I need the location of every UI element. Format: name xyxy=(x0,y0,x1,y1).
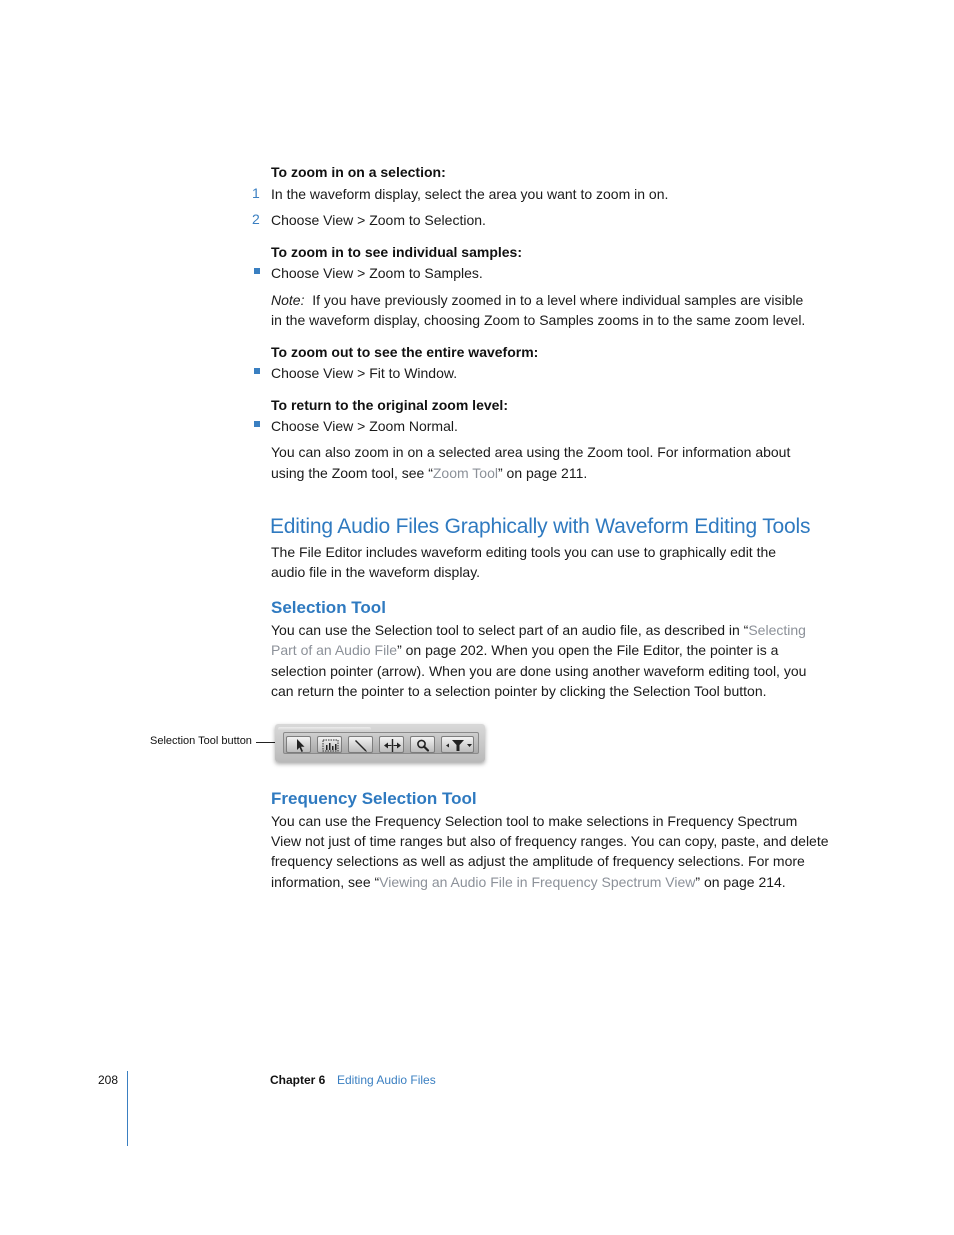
filter-dropdown-button[interactable] xyxy=(441,736,474,753)
paragraph-line xyxy=(271,463,587,484)
paragraph-line: You can use the Frequency Selection tool to make selections in Frequency Spectrum xyxy=(271,813,798,829)
figure-caption: Selection Tool button xyxy=(150,735,252,747)
footer-chapter-title: Editing Audio Files xyxy=(337,1073,436,1087)
note-label: Note: xyxy=(271,292,305,308)
step-text: Choose View > Zoom to Selection. xyxy=(271,212,486,228)
page-number: 208 xyxy=(98,1073,119,1087)
bullet-text: Choose View > Zoom to Samples. xyxy=(271,265,483,281)
paragraph-line xyxy=(271,620,806,641)
subsection-heading-selection-tool: Selection Tool xyxy=(271,598,386,617)
selecting-link[interactable]: Selecting xyxy=(748,622,806,638)
selection-tool-button[interactable] xyxy=(286,736,311,753)
paragraph-line xyxy=(271,872,786,893)
frequency-spectrum-view-link[interactable]: Viewing an Audio File in Frequency Spectrum View xyxy=(379,874,696,890)
footer-chapter: Chapter 6 xyxy=(270,1073,326,1087)
text-run: information, see “ xyxy=(271,874,380,890)
pencil-tool-button[interactable] xyxy=(348,736,373,753)
text-run: ” on page 211. xyxy=(497,465,588,481)
bullet-marker xyxy=(254,268,260,274)
footer-divider xyxy=(127,1071,128,1146)
paragraph-line: frequency selections as well as adjust the amplitude of frequency selections. For more xyxy=(271,853,805,869)
step-number: 1 xyxy=(252,185,260,201)
bullet-marker xyxy=(254,368,260,374)
text-run: using the Zoom tool, see “ xyxy=(271,465,433,481)
paragraph-line xyxy=(271,640,778,661)
paragraph-line: audio file in the waveform display. xyxy=(271,564,481,580)
paragraph-line: View not just of time ranges but also of frequency ranges. You can copy, paste, and delete xyxy=(271,833,829,849)
text-run: You can use the Selection tool to select part of an audio file, as described in “ xyxy=(271,622,749,638)
step-number: 2 xyxy=(252,211,260,227)
frequency-selection-tool-button[interactable] xyxy=(317,736,342,753)
zoom-tool-link[interactable]: Zoom Tool xyxy=(432,465,498,481)
bullet-marker xyxy=(254,421,260,427)
text-run: ” on page 202. When you open the File Editor, the pointer is a xyxy=(397,642,779,658)
paragraph-line: The File Editor includes waveform editing tools you can use to graphically edit the xyxy=(271,544,777,560)
section-heading: Editing Audio Files Graphically with Waveform Editing Tools xyxy=(270,515,811,538)
subsection-heading-frequency-selection-tool: Frequency Selection Tool xyxy=(271,789,477,808)
paragraph-line: can return the pointer to a selection pointer by clicking the Selection Tool button. xyxy=(271,683,767,699)
task-heading-zoom-original: To return to the original zoom level: xyxy=(271,397,508,413)
bullet-text: Choose View > Fit to Window. xyxy=(271,365,458,381)
waveform-toolbar xyxy=(275,724,485,762)
step-text: In the waveform display, select the area you want to zoom in on. xyxy=(271,186,669,202)
paragraph-line: selection pointer (arrow). When you are done using another waveform editing tool, you xyxy=(271,663,807,679)
resize-tool-button[interactable] xyxy=(379,736,404,753)
frequency-selection-icon xyxy=(318,737,343,754)
paragraph-line: You can also zoom in on a selected area using the Zoom tool. For information about xyxy=(271,444,791,460)
pencil-icon xyxy=(349,737,374,754)
toolbar-button-group xyxy=(283,732,479,754)
resize-arrows-icon xyxy=(380,737,405,754)
selecting-link[interactable]: Part of an Audio File xyxy=(271,642,398,658)
note-line: If you have previously zoomed in to a level where individual samples are visible xyxy=(312,292,804,308)
bullet-text: Choose View > Zoom Normal. xyxy=(271,418,458,434)
task-heading-zoom-out: To zoom out to see the entire waveform: xyxy=(271,344,539,360)
arrow-pointer-icon xyxy=(287,737,312,754)
filter-dropdown-icon xyxy=(442,737,475,754)
toolbar-strip xyxy=(278,727,371,731)
note-line: in the waveform display, choosing Zoom to Samples zooms in to the same zoom level. xyxy=(271,312,806,328)
task-heading-zoom-selection: To zoom in on a selection: xyxy=(271,164,446,180)
note-paragraph xyxy=(271,290,803,311)
task-heading-zoom-samples: To zoom in to see individual samples: xyxy=(271,244,523,260)
zoom-tool-button[interactable] xyxy=(410,736,435,753)
text-run: ” on page 214. xyxy=(695,874,786,890)
magnifier-icon xyxy=(411,737,436,754)
